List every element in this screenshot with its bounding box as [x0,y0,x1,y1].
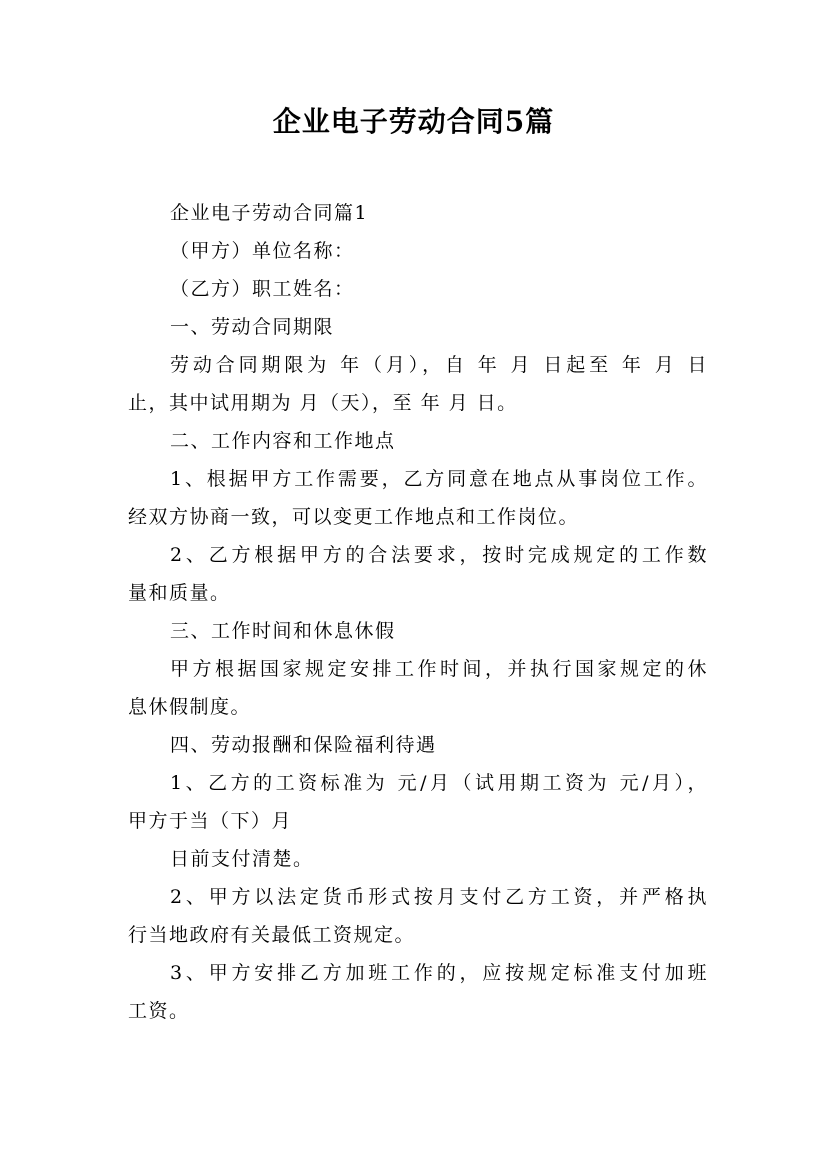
paragraph-line: 2、甲方以法定货币形式按月支付乙方工资，并严格执 [170,886,708,908]
paragraph-line: 量和质量。 [128,582,231,604]
paragraph-line: 一、劳动合同期限 [170,316,335,338]
paragraph-line: 甲方根据国家规定安排工作时间，并执行国家规定的休 [170,658,708,680]
paragraph-line: 2、乙方根据甲方的合法要求，按时完成规定的工作数 [170,544,708,566]
paragraph-line: 三、工作时间和休息休假 [170,620,396,642]
paragraph-line: 3、甲方安排乙方加班工作的，应按规定标准支付加班 [170,962,708,984]
paragraph-line: 工资。 [128,1000,190,1022]
paragraph-line: 1、乙方的工资标准为 元/月（试用期工资为 元/月）， [170,772,708,794]
document-body [128,194,708,1030]
paragraph-line: 息休假制度。 [128,696,252,718]
paragraph-line: 二、工作内容和工作地点 [170,430,396,452]
paragraph-line: 1、根据甲方工作需要，乙方同意在地点从事岗位工作。 [170,468,708,490]
paragraph-line: 行当地政府有关最低工资规定。 [128,924,416,946]
document-title: 企业电子劳动合同5篇 [272,105,555,138]
paragraph-line: 经双方协商一致，可以变更工作地点和工作岗位。 [128,506,580,528]
paragraph-line: （甲方）单位名称： [170,240,355,262]
paragraph-line: 止，其中试用期为 月（天），至 年 月 日。 [128,392,518,414]
paragraph-line: 劳动合同期限为 年（月），自 年 月 日起至 年 月 日 [170,354,708,376]
paragraph-line: 甲方于当（下）月 [128,810,293,832]
paragraph-line: 四、劳动报酬和保险福利待遇 [170,734,437,756]
paragraph-line: （乙方）职工姓名： [170,278,355,300]
paragraph-line: 日前支付清楚。 [170,848,314,870]
paragraph-line: 企业电子劳动合同篇1 [170,202,369,224]
